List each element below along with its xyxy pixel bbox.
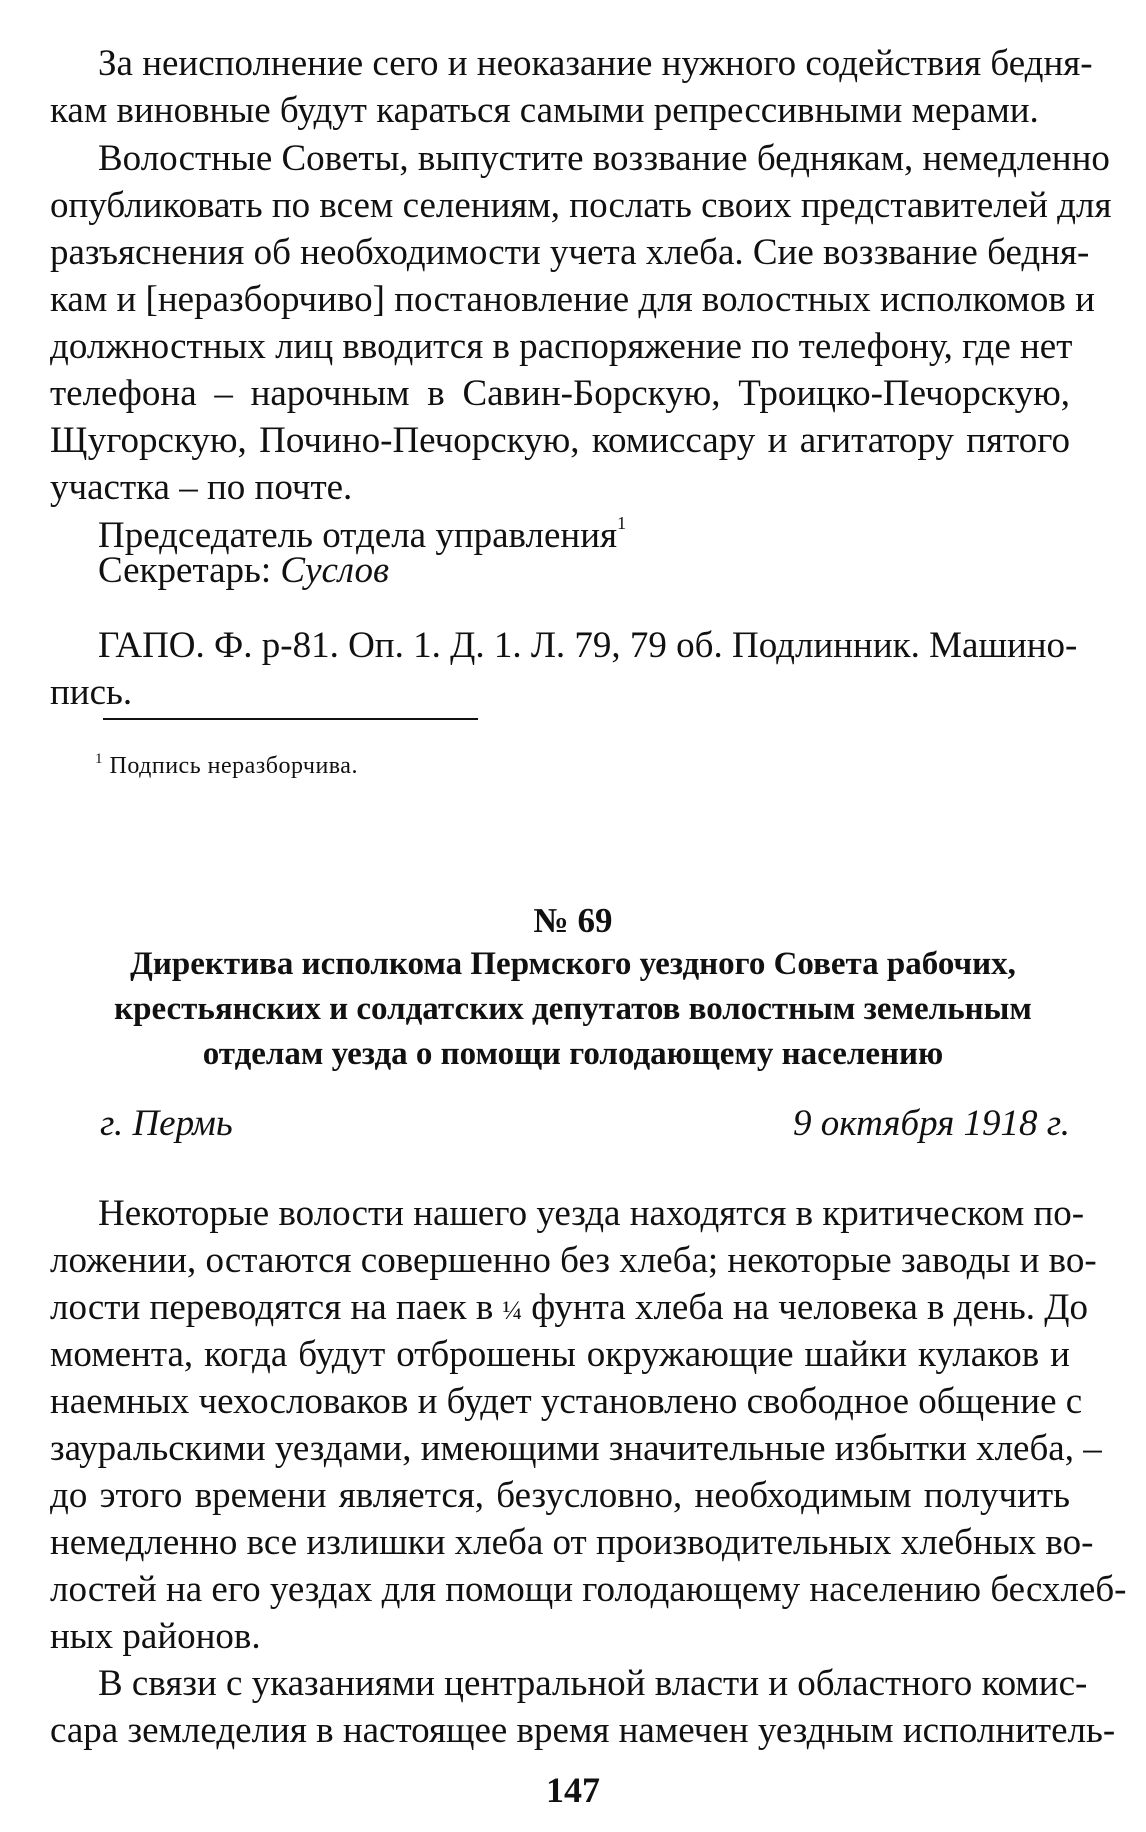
paragraph-2	[50, 135, 1112, 511]
text-line: зауральскими уездами, имеющими значительные избытки хлеба, –	[50, 1428, 1102, 1469]
paragraph-1	[50, 40, 1093, 134]
text-line: Некоторые волости нашего уезда находятся в критическом по-	[98, 1193, 1085, 1234]
document-number: № 69	[533, 901, 613, 940]
text-line: ложении, остаются совершенно без хлеба; некоторые заводы и во-	[50, 1240, 1097, 1281]
text-line: сара земледелия в настоящее время намечен уездным исполнитель-	[50, 1710, 1116, 1751]
footnote-divider	[103, 718, 478, 720]
chairman-title: Председатель отдела управления	[98, 515, 618, 556]
document-title-line: крестьянских и солдатских депутатов волостным земельным	[114, 991, 1032, 1027]
text-line: опубликовать по всем селениям, послать своих представителей для	[50, 185, 1112, 226]
document-title-line: Директива исполкома Пермского уездного Совета рабочих,	[130, 946, 1016, 982]
text-line: ГАПО. Ф. р-81. Оп. 1. Д. 1. Л. 79, 79 об. Подлинник. Машино-	[98, 625, 1078, 666]
text-segment: фунта хлеба на человека в день. До	[522, 1287, 1088, 1328]
secretary-name: Суслов	[280, 550, 390, 591]
footnote-reference: 1	[617, 513, 627, 533]
text-line: кам виновные будут караться самыми репрессивными мерами.	[50, 90, 1039, 131]
page-number: 147	[546, 1770, 600, 1810]
text-line: телефона – нарочным в Савин-Борскую, Троицко-Печорскую,	[50, 373, 1070, 414]
fraction: ¼	[502, 1296, 523, 1325]
footnote	[95, 744, 358, 781]
text-line: лостей на его уездах для помощи голодающему населению бесхлеб-	[50, 1569, 1127, 1610]
text-line: момента, когда будут отброшены окружающие шайки кулаков и	[50, 1334, 1070, 1375]
text-line: За неисполнение сего и неоказание нужного содействия бедня-	[98, 43, 1093, 84]
document-title-line: отделам уезда о помощи голодающему населению	[202, 1036, 944, 1072]
text-line: Щугорскую, Почино-Печорскую, комиссару и агитатору пятого	[50, 420, 1070, 461]
text-line: Волостные Советы, выпустите воззвание беднякам, немедленно	[98, 138, 1110, 179]
text-line: немедленно все излишки хлеба от производительных хлебных во-	[50, 1522, 1094, 1563]
text-line: участка – по почте.	[50, 467, 353, 508]
text-line: кам и [неразборчиво] постановление для волостных исполкомов и	[50, 279, 1095, 320]
paragraph-4	[50, 1660, 1116, 1754]
text-line	[50, 1284, 1088, 1331]
signature-block	[50, 500, 1070, 594]
text-line: ных районов.	[50, 1616, 261, 1657]
archive-reference	[50, 622, 1078, 716]
chairman-signature	[50, 500, 1070, 556]
text-line: пись.	[50, 672, 133, 713]
document-place: г. Пермь	[100, 1103, 233, 1144]
place-date-line	[100, 1100, 1070, 1147]
text-line: В связи с указаниями центральной власти и областного комис-	[98, 1663, 1088, 1704]
text-line: должностных лиц вводится в распоряжение по телефону, где нет	[50, 326, 1073, 367]
text-line: до этого времени является, безусловно, необходимым получить	[50, 1475, 1070, 1516]
text-line: наемных чехословаков и будет установлено свободное общение с	[50, 1381, 1083, 1422]
text-segment: лости переводятся на паек в	[50, 1287, 503, 1328]
secretary-label: Секретарь:	[98, 550, 281, 591]
footnote-mark: 1	[95, 751, 103, 767]
text-line: разъяснения об необходимости учета хлеба. Сие воззвание бедня-	[50, 232, 1090, 273]
footnote-text: Подпись неразборчива.	[103, 753, 358, 779]
document-date: 9 октября 1918 г.	[793, 1103, 1070, 1144]
paragraph-3	[50, 1190, 1127, 1660]
